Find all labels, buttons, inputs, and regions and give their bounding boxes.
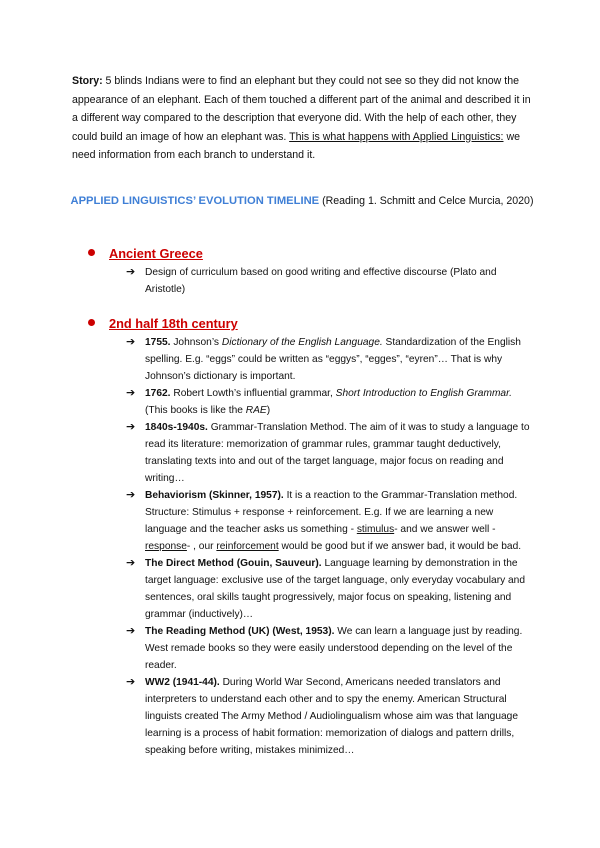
ancient-greece-list — [126, 264, 531, 298]
item-italic-text: Short Introduction to English Grammar. — [335, 388, 512, 399]
list-item-behaviorism — [126, 487, 531, 555]
story-text: 5 blinds Indians were to find an elephant but they could not see so they did not know the appearance of an elephant. Each of them touched a different part of the animal and described it in a different way compared to the description that everyone did. With the help of each other, they could build an image of how an elephant was. — [72, 75, 531, 143]
item-text: We can learn a language just by reading. West remade books so they were easily understood depending on the level of the reader. — [145, 626, 523, 671]
18th-century-list — [126, 334, 531, 759]
item-text: Standardization of the English spelling. E.g. “eggs” could be written as “eggys”, “egges”, “eyren”… That is why Johnson’s dictionary is important. — [145, 337, 521, 382]
list-item-1755 — [126, 334, 531, 385]
item-text: Grammar-Translation Method. The aim of it was to study a language to read its literature: memorization of grammar rules, grammar taught deductively, translating texts into and out of the target language, major focus on reading and writing… — [145, 422, 530, 484]
item-text: Design of curriculum based on good writing and effective discourse (Plato and Aristotle) — [145, 267, 497, 295]
list-item-1762 — [126, 385, 531, 419]
section-heading-18th-century — [88, 316, 238, 331]
item-text: Johnson’s — [170, 337, 222, 348]
bullet-dot-icon — [88, 249, 95, 256]
item-text: ) — [266, 405, 271, 416]
arrow-bullet-icon: ➔ — [126, 557, 136, 569]
item-bold-lead: WW2 (1941-44). — [145, 677, 220, 688]
list-item-direct-method — [126, 555, 531, 623]
item-text: Robert Lowth’s influential grammar, — [170, 388, 336, 399]
story-underlined-text: This is what happens with Applied Linguistics: — [289, 130, 504, 143]
section-heading-ancient-greece — [88, 246, 203, 261]
arrow-bullet-icon: ➔ — [126, 625, 136, 637]
item-text: It is a reaction to the Grammar-Translation method. Structure: Stimulus + response + reinforcement. E.g. If we are learning a new language and the teacher asks us something - — [145, 490, 518, 535]
item-bold-lead: The Reading Method (UK) (West, 1953). — [145, 626, 335, 637]
item-underlined-text: response — [145, 541, 187, 552]
list-item — [126, 264, 531, 298]
timeline-title — [68, 192, 536, 211]
timeline-source: (Reading 1. Schmitt and Celce Murcia, 2020) — [319, 195, 534, 207]
item-bold-lead: 1762. — [145, 388, 171, 399]
item-text: During World War Second, Americans needed translators and interpreters to understand each other and to spy the enemy. American Structural linguists created The Army Method / Audiolingualism whose aim was that language learning is a process of habit formation: memorization of dialogs and pattern drills, speaking before writing, mistakes minimized… — [145, 677, 518, 756]
item-bold-lead: 1840s-1940s. — [145, 422, 208, 433]
story-paragraph — [72, 72, 532, 165]
item-bold-lead: Behaviorism (Skinner, 1957). — [145, 490, 284, 501]
list-item-reading-method — [126, 623, 531, 674]
story-ending: we need information from each branch to understand it. — [72, 130, 520, 161]
list-item-ww2 — [126, 674, 531, 759]
section-heading-text: Ancient Greece — [109, 246, 203, 261]
item-bold-lead: 1755. — [145, 337, 171, 348]
timeline-main-title: APPLIED LINGUISTICS’ EVOLUTION TIMELINE — [70, 195, 320, 207]
item-underlined-text: stimulus — [356, 524, 395, 535]
arrow-bullet-icon: ➔ — [126, 387, 136, 399]
item-italic-text: Dictionary of the English Language. — [221, 337, 383, 348]
arrow-bullet-icon: ➔ — [126, 489, 136, 501]
arrow-bullet-icon: ➔ — [126, 421, 136, 433]
bullet-dot-icon — [88, 319, 95, 326]
item-text: (This books is like the — [145, 405, 246, 416]
section-heading-text: 2nd half 18th century — [109, 316, 238, 331]
arrow-bullet-icon: ➔ — [126, 676, 136, 688]
item-text: would be good but if we answer bad, it would be bad. — [278, 541, 522, 552]
arrow-bullet-icon: ➔ — [126, 336, 136, 348]
item-underlined-text: reinforcement — [216, 541, 279, 552]
arrow-bullet-icon: ➔ — [126, 266, 136, 278]
story-label: Story: — [72, 75, 103, 87]
item-italic-text: RAE — [245, 405, 267, 416]
item-bold-lead: The Direct Method (Gouin, Sauveur). — [145, 558, 322, 569]
item-text: Language learning by demonstration in the target language: exclusive use of the target language, only everyday vocabulary and sentences, oral skills taught progressively, major focus on speaking, listening and grammar (inductively)… — [145, 558, 526, 620]
item-text: - , our — [186, 541, 217, 552]
item-text: - and we answer well - — [394, 524, 496, 535]
list-item-1840s — [126, 419, 531, 487]
